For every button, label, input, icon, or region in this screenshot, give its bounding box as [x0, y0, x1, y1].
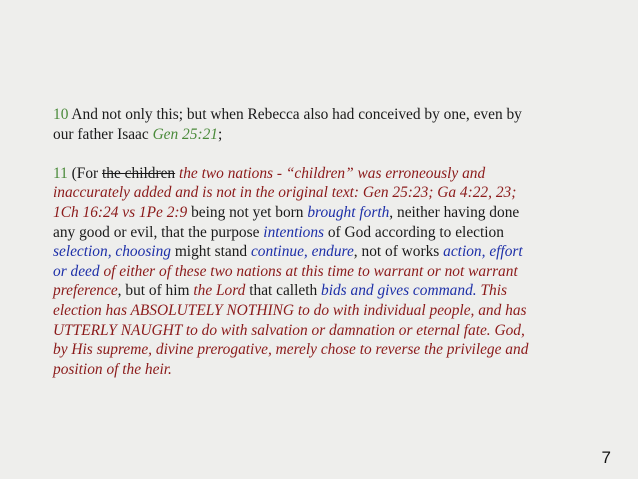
- page-number: 7: [601, 448, 611, 467]
- word-gloss: action, effort or deed: [53, 243, 523, 280]
- verse-number: 10: [53, 106, 69, 123]
- verse-text: , but of him: [117, 282, 194, 300]
- commentary-note: the two nations - “children” was erroneously and inaccurately added and is not in the original text: Gen 25:23; Ga 4:22, 23; 1Ch 16:24 vs 1Pe 2:9: [53, 164, 517, 221]
- scripture-reference: Gen 25:21: [152, 125, 218, 143]
- word-gloss: selection, choosing: [53, 243, 171, 261]
- word-gloss: bids and gives command.: [321, 282, 477, 300]
- verse-number: 11: [53, 164, 68, 182]
- verse-text: that calleth: [245, 282, 322, 300]
- verse-text-end: ;: [217, 125, 223, 143]
- commentary-note: the Lord: [193, 282, 246, 300]
- word-gloss: brought forth: [307, 203, 390, 221]
- struck-text: the children: [102, 164, 176, 182]
- commentary-note: of either of these two nations at this time to warrant or not warrant preference: [53, 262, 518, 300]
- verse-11: [53, 164, 533, 380]
- word-gloss: intentions: [263, 223, 325, 241]
- verse-10: [53, 105, 533, 144]
- verse-text: And not only this; but when Rebecca also had conceived by one, even by our father Isaac: [53, 106, 522, 143]
- verse-text: (For: [67, 164, 103, 182]
- verse-text: of God according to election: [324, 223, 504, 241]
- commentary-note: This election has ABSOLUTELY NOTHING to do with individual people, and has UTTERLY NAUGHT to do with salvation or damnation or eternal fate. God, by His supreme, divine prerogative, merely chose to reverse the privilege and position of the heir.: [53, 282, 529, 378]
- verse-text: , not of works: [353, 243, 444, 261]
- verse-text: being not yet born: [187, 203, 308, 221]
- word-gloss: continue, endure: [250, 243, 354, 261]
- verse-text: , neither having done any good or evil, that the purpose: [53, 203, 520, 241]
- scripture-text: [53, 105, 533, 379]
- verse-text: might stand: [170, 243, 251, 261]
